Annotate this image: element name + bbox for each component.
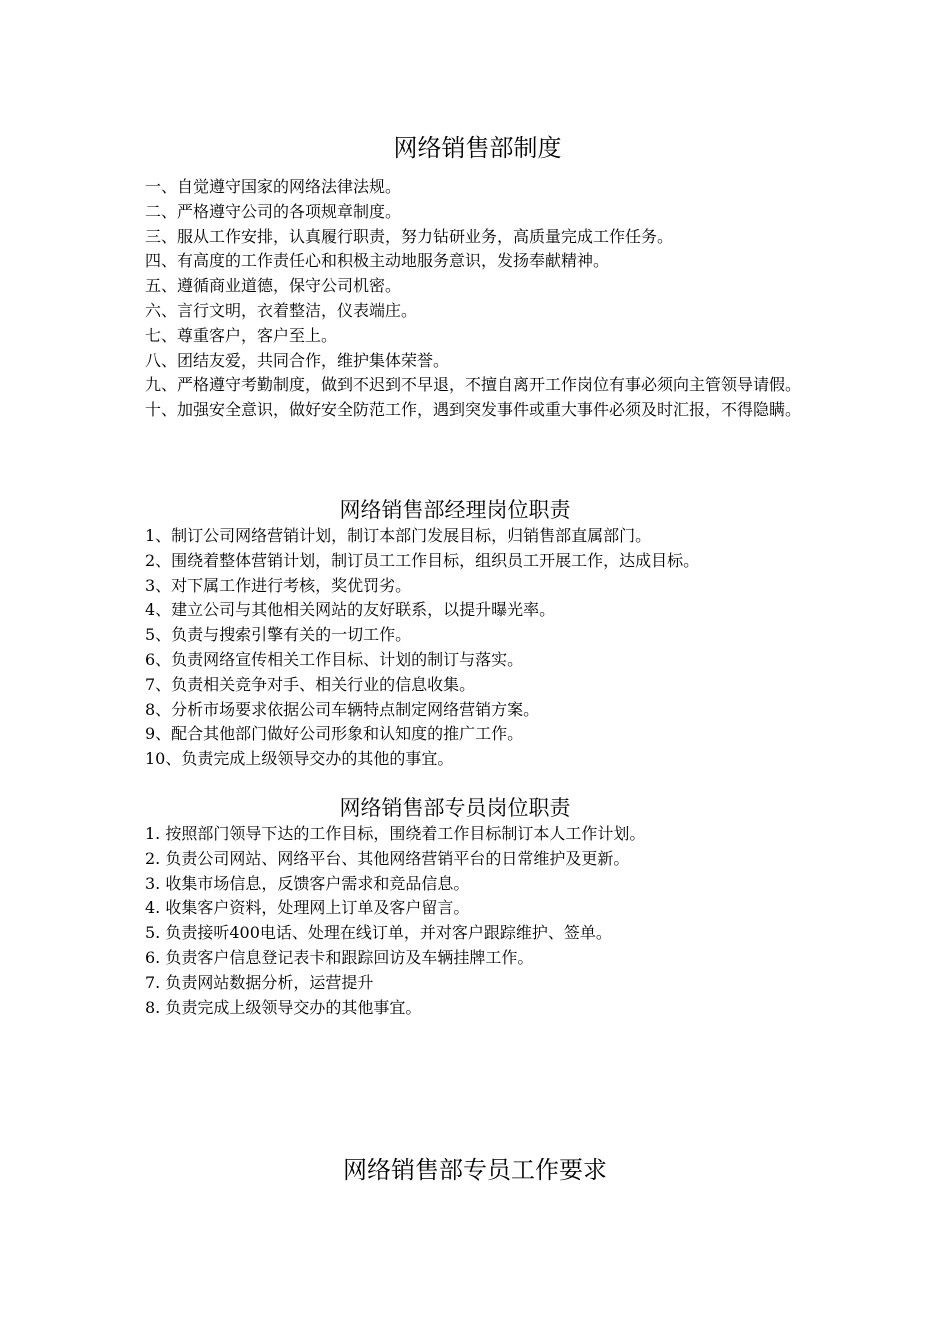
manager-item-7: 7、负责相关竞争对手、相关行业的信息收集。 [145, 674, 476, 694]
rules-item-9: 九、严格遵守考勤制度，做到不迟到不早退，不擅自离开工作岗位有事必须向主管领导请假。 [145, 375, 802, 395]
rules-item-3: 三、服从工作安排，认真履行职责，努力钻研业务，高质量完成工作任务。 [145, 226, 674, 246]
rules-item-1: 一、自觉遵守国家的网络法律法规。 [145, 177, 402, 196]
manager-item-10: 10、负责完成上级领导交办的其他的事宜。 [145, 749, 454, 769]
specialist-title: 网络销售部专员岗位职责 [339, 796, 571, 820]
specialist-item-2: 2. 负责公司网站、网络平台、其他网络营销平台的日常维护及更新。 [145, 848, 630, 868]
specialist-item-4: 4. 收集客户资料，处理网上订单及客户留言。 [145, 898, 470, 918]
manager-section [145, 497, 810, 772]
manager-item-5: 5、负责与搜索引擎有关的一切工作。 [145, 625, 412, 645]
rules-section [145, 133, 810, 423]
manager-item-1: 1、制订公司网络营销计划，制订本部门发展目标，归销售部直属部门。 [145, 526, 652, 545]
rules-title: 网络销售部制度 [393, 134, 562, 162]
rules-item-6: 六、言行文明，衣着整洁，仪表端庄。 [145, 300, 418, 320]
specialist-item-3: 3. 收集市场信息，反馈客户需求和竞品信息。 [145, 873, 470, 893]
specialist-list [145, 822, 810, 1020]
manager-item-9: 9、配合其他部门做好公司形象和认知度的推广工作。 [145, 724, 524, 744]
rules-item-8: 八、团结友爱，共同合作，维护集体荣誉。 [145, 350, 450, 370]
manager-item-8: 8、分析市场要求依据公司车辆特点制定网络营销方案。 [145, 699, 540, 719]
manager-title: 网络销售部经理岗位职责 [339, 498, 571, 522]
specialist-item-1: 1. 按照部门领导下达的工作目标，围绕着工作目标制订本人工作计划。 [145, 824, 646, 843]
manager-item-2: 2、围绕着整体营销计划，制订员工工作目标，组织员工开展工作，达成目标。 [145, 550, 700, 570]
manager-item-3: 3、对下属工作进行考核，奖优罚劣。 [145, 575, 412, 595]
rules-list [145, 175, 810, 423]
manager-item-4: 4、建立公司与其他相关网站的友好联系，以提升曝光率。 [145, 600, 556, 620]
specialist-item-6: 6. 负责客户信息登记表卡和跟踪回访及车辆挂牌工作。 [145, 947, 534, 967]
specialist-section [145, 795, 810, 1020]
manager-list [145, 524, 810, 772]
specialist-item-5: 5. 负责接听400电话、处理在线订单，并对客户跟踪维护、签单。 [145, 923, 612, 943]
manager-item-6: 6、负责网络宣传相关工作目标、计划的制订与落实。 [145, 649, 524, 669]
rules-item-7: 七、尊重客户，客户至上。 [145, 325, 338, 345]
rules-item-10: 十、加强安全意识，做好安全防范工作，遇到突发事件或重大事件必须及时汇报，不得隐瞒。 [145, 400, 802, 420]
specialist-item-7: 7. 负责网站数据分析，运营提升 [145, 972, 374, 992]
rules-item-5: 五、遵循商业道德，保守公司机密。 [145, 276, 402, 296]
specialist-item-8: 8. 负责完成上级领导交办的其他事宜。 [145, 997, 422, 1017]
rules-item-4: 四、有高度的工作责任心和积极主动地服务意识，发扬奉献精神。 [145, 251, 610, 271]
rules-item-2: 二、严格遵守公司的各项规章制度。 [145, 201, 402, 221]
requirements-title: 网络销售部专员工作要求 [343, 1156, 607, 1184]
